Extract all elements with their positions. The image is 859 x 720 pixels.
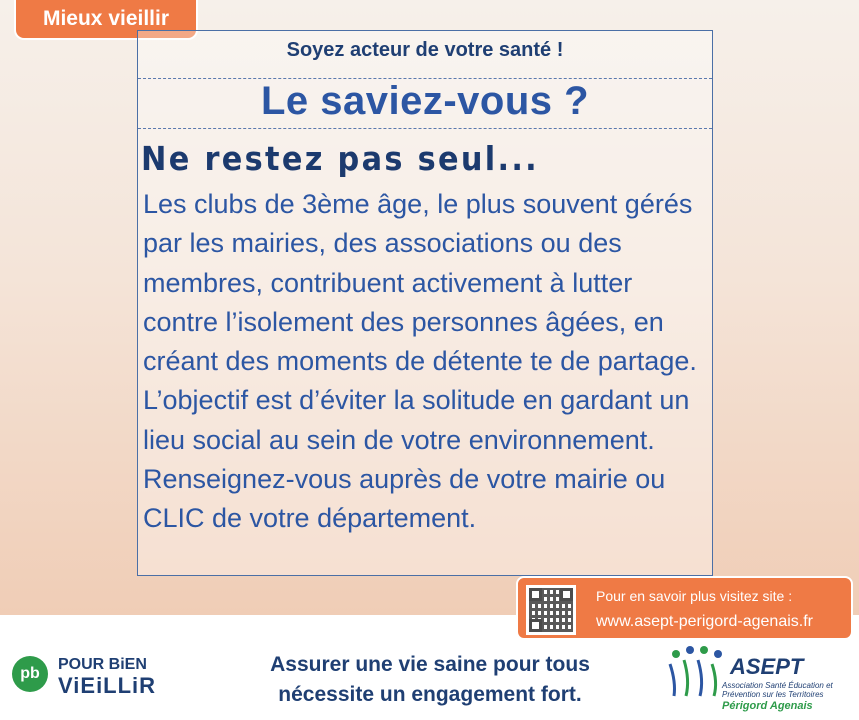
asept-name: ASEPT xyxy=(730,654,804,679)
footer-slogan xyxy=(220,650,640,710)
slogan-line2: nécessite un engagement fort. xyxy=(278,683,582,706)
card-body: Les clubs de 3ème âge, le plus souvent gérés par les mairies, des associations ou des membres, contribuent activement à lutter contre l’isolement des personnes âgées, en créant des moments de détente te de partage. L’objectif est d’éviter la solitude en gardant un lieu social au sein de votre environnement. Renseignez-vous auprès de votre mairie ou CLIC de votre département. xyxy=(143,189,697,534)
card-lead: Ne restez pas seul... xyxy=(141,139,540,178)
asept-region: Périgord Agenais xyxy=(722,700,813,712)
info-card xyxy=(137,30,713,576)
pbv-brand-line2: ViEiLLiR xyxy=(58,673,157,698)
divider-bottom xyxy=(138,128,712,129)
category-badge: Mieux vieillir xyxy=(14,0,198,40)
asept-people-logo-icon xyxy=(664,644,728,700)
qr-code-icon[interactable] xyxy=(526,585,576,635)
website-box[interactable] xyxy=(516,576,853,640)
asept-tagline: Association Santé Éducation et Prévention sur les Territoires xyxy=(722,681,833,699)
slogan-line1: Assurer une vie saine pour tous xyxy=(270,653,590,676)
card-subtitle: Soyez acteur de votre santé ! xyxy=(286,39,564,61)
website-link[interactable]: www.asept-perigord-agenais.fr xyxy=(596,613,813,630)
pour-bien-vieillir-logo-icon: pb xyxy=(12,656,48,692)
pbv-brand-line1: POUR BiEN xyxy=(58,656,147,673)
website-label: Pour en savoir plus visitez site : xyxy=(596,588,793,604)
card-heading: Le saviez-vous ? xyxy=(260,79,590,123)
